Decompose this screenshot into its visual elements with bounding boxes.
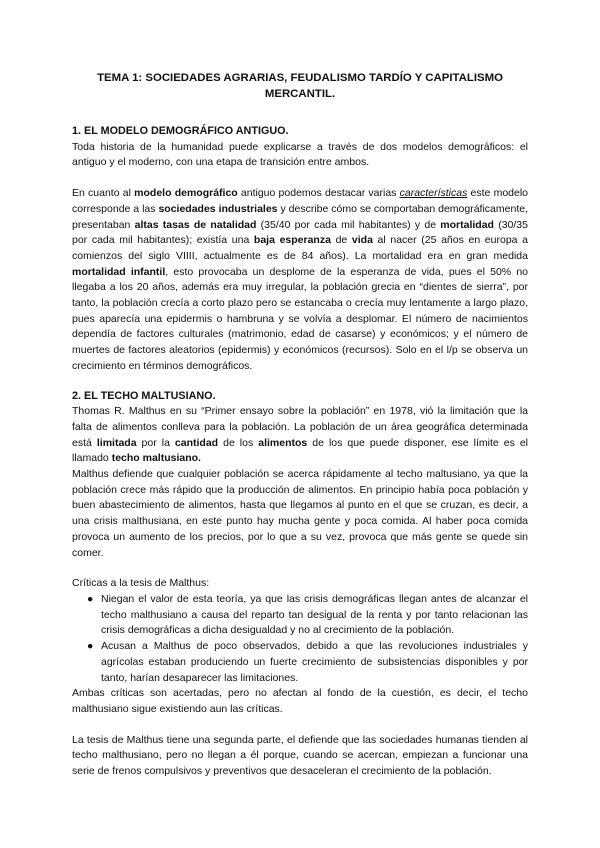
spacer (72, 171, 528, 186)
bold-mortalidad-infantil: mortalidad infantil (72, 265, 166, 278)
text-run: este modelo corresponde a las (72, 187, 529, 215)
italic-caracteristicas: características (399, 187, 468, 200)
bold-alimentos: alimentos (258, 436, 308, 449)
text-run: (30/35 por cada mil habitantes); existía una (72, 218, 528, 247)
bullet-icon: ● (87, 592, 94, 605)
section-2-heading: 2. EL TECHO MALTUSIANO. (72, 389, 216, 402)
spacer (72, 375, 528, 389)
spacer (72, 718, 528, 733)
bold-altas-tasas: altas tasas de natalidad (134, 218, 257, 231)
text-run: de los (218, 436, 259, 449)
document-title: TEMA 1: SOCIEDADES AGRARIAS, FEUDALISMO TARDÍO Y CAPITALISMO MERCANTIL. (97, 72, 503, 100)
section-2-paragraph-2: Malthus defiende que cualquier población se acerca rápidamente al techo maltusiano, ya que la población crece más rápido que la producción de alimentos. En principio había poca población y buen abastecimiento de alimentos, hasta que llegamos al punto en el que se cruzan, es decir, a una crisis malthusiana, en este punto hay mucha gente y poca comida. Al haber poca comida provoca un aumento de los precios, por lo que a su vez, provoca que más gente se quede sin comer. (72, 468, 528, 559)
bold-mortalidad: mortalidad (440, 218, 494, 231)
spacer (72, 561, 528, 576)
document-content (72, 70, 528, 780)
text-run: Thomas R. Malthus en su “Primer ensayo sobre la población” en 1978, vió la limitación que la falta de alimentos conlleva para la población. La población de un área geográfica determinada está (72, 405, 528, 449)
section-1-intro: Toda historia de la humanidad puede explicarse a través de dos modelos demográficos: el antiguo y el moderno, con una etapa de transición entre ambos. (72, 140, 528, 169)
bold-modelo-demografico: modelo demográfico (134, 187, 238, 200)
text-run: al nacer (25 años en europa a comienzos del siglo VIIII, actualmente es de 84 años). La mortalidad era en gran medida (72, 234, 528, 262)
text-run: por la (136, 436, 175, 449)
critics-list (72, 592, 528, 686)
text-run: (35/40 por cada mil habitantes) y de (256, 218, 441, 231)
section-1-heading: 1. EL MODELO DEMOGRÁFICO ANTIGUO. (72, 125, 289, 137)
bold-sociedades-industriales: sociedades industriales (158, 202, 278, 215)
list-item-text: Niegan el valor de esta teoría, ya que las crisis demográficas llegan antes de alcanzar el techo malthusiano a causa del reparto tan desigual de la renta y por tanto relacionan las crisis demográficas a dicha desigualdad y no al crecimiento de la población. (101, 592, 528, 637)
list-item (87, 639, 528, 686)
text-run: de (330, 234, 352, 247)
list-item-text: Acusan a Malthus de poco observados, debido a que las revoluciones industriales y agrícolas estaban produciendo un fuerte crecimiento de subsistencias disponibles y por tanto, harían desaparecer las limitaciones. (101, 640, 528, 684)
bold-limitada: limitada (96, 436, 137, 449)
list-item (87, 592, 528, 639)
bold-vida: vida (351, 234, 373, 247)
text-run: de los que puede disponer, ese límite es el llamado (72, 436, 529, 465)
bold-cantidad: cantidad (174, 436, 219, 449)
text-run: y describe cómo se comportaban demográficamente, presentaban (72, 202, 528, 231)
text-run: En cuanto al (72, 187, 135, 200)
bullet-icon: ● (87, 640, 94, 653)
text-run: , esto provocaba un desplome de la esperanza de vida, pues el 50% no llegaba a los 20 años, además era muy irregular, la población grecia en “dientes de sierra”, por tanto, la población crecía a corto plazo pero se estancaba o crecía muy lentamente a largo plazo, pues aparecía una epidermis o hambruna y se volvía a desplomar. El número de nacimientos dependía de factores culturales (matrimonio, edad de casarse) y económicos; y el número de muertes de factores aleatorios (epidermis) y económicos (recursos). Solo en el l/p se observa un crecimiento en términos demográficos. (72, 265, 528, 372)
bold-baja-esperanza: baja esperanza (253, 234, 331, 247)
text-run: antiguo podemos destacar varias (237, 187, 400, 200)
bold-techo-maltusiano: techo maltusiano. (111, 452, 201, 465)
section-2-paragraph-4: La tesis de Malthus tiene una segunda parte, el defiende que las sociedades humanas tienden al techo malthusiano, pero no llegan a él porque, cuando se acercan, empiezan a funcionar una serie de frenos compulsivos y preventivos que desaceleran el crecimiento de la población. (72, 733, 528, 778)
section-2-paragraph-1 (72, 404, 528, 467)
critics-label: Críticas a la tesis de Malthus: (72, 577, 210, 590)
section-2-paragraph-3: Ambas críticas son acertadas, pero no afectan al fondo de la cuestión, es decir, el techo malthusiano sigue existiendo aun las críticas. (72, 687, 528, 715)
section-1-paragraph-2 (72, 186, 528, 374)
